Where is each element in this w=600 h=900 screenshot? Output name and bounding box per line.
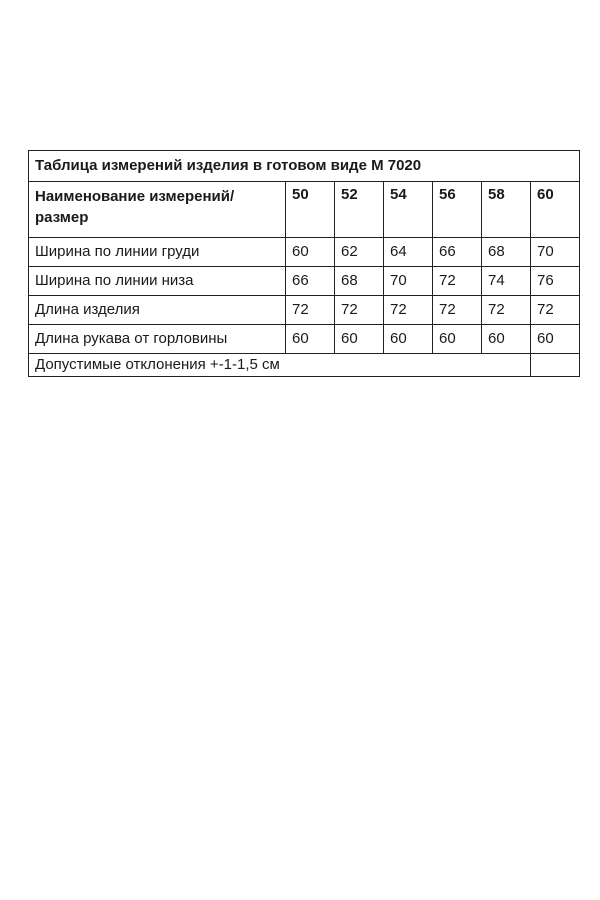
size-header: 60 [531, 182, 580, 238]
table-header-row [29, 182, 580, 238]
size-measurements-table [28, 150, 580, 377]
measurement-value: 60 [335, 325, 384, 354]
measurement-value: 64 [384, 238, 433, 267]
measurement-name-header: Наименование измерений/размер [29, 182, 286, 238]
measurement-label: Ширина по линии груди [29, 238, 286, 267]
size-header: 56 [433, 182, 482, 238]
measurement-value: 72 [335, 296, 384, 325]
measurement-value: 74 [482, 267, 531, 296]
measurement-value: 60 [384, 325, 433, 354]
table-row [29, 267, 580, 296]
tolerance-note: Допустимые отклонения +-1-1,5 см [29, 354, 531, 377]
measurement-label: Длина рукава от горловины [29, 325, 286, 354]
measurement-value: 70 [384, 267, 433, 296]
size-header: 54 [384, 182, 433, 238]
measurement-value: 66 [286, 267, 335, 296]
measurement-value: 72 [531, 296, 580, 325]
measurement-value: 72 [384, 296, 433, 325]
table-row [29, 296, 580, 325]
measurement-value: 68 [482, 238, 531, 267]
table-row [29, 325, 580, 354]
table-title-row [29, 151, 580, 182]
measurement-value: 60 [286, 238, 335, 267]
size-header: 50 [286, 182, 335, 238]
table-row [29, 238, 580, 267]
measurement-value: 72 [433, 267, 482, 296]
table-title: Таблица измерений изделия в готовом виде М 7020 [29, 151, 580, 182]
measurement-value: 76 [531, 267, 580, 296]
tolerance-note-row [29, 354, 580, 377]
measurement-value: 72 [433, 296, 482, 325]
measurement-value: 72 [286, 296, 335, 325]
measurement-label: Ширина по линии низа [29, 267, 286, 296]
size-header: 52 [335, 182, 384, 238]
measurement-value: 66 [433, 238, 482, 267]
measurement-label: Длина изделия [29, 296, 286, 325]
measurement-value: 60 [531, 325, 580, 354]
measurement-value: 72 [482, 296, 531, 325]
measurement-value: 70 [531, 238, 580, 267]
measurement-value: 60 [433, 325, 482, 354]
measurement-value: 60 [482, 325, 531, 354]
measurement-value: 62 [335, 238, 384, 267]
empty-cell [531, 354, 580, 377]
measurement-value: 60 [286, 325, 335, 354]
size-header: 58 [482, 182, 531, 238]
measurement-value: 68 [335, 267, 384, 296]
